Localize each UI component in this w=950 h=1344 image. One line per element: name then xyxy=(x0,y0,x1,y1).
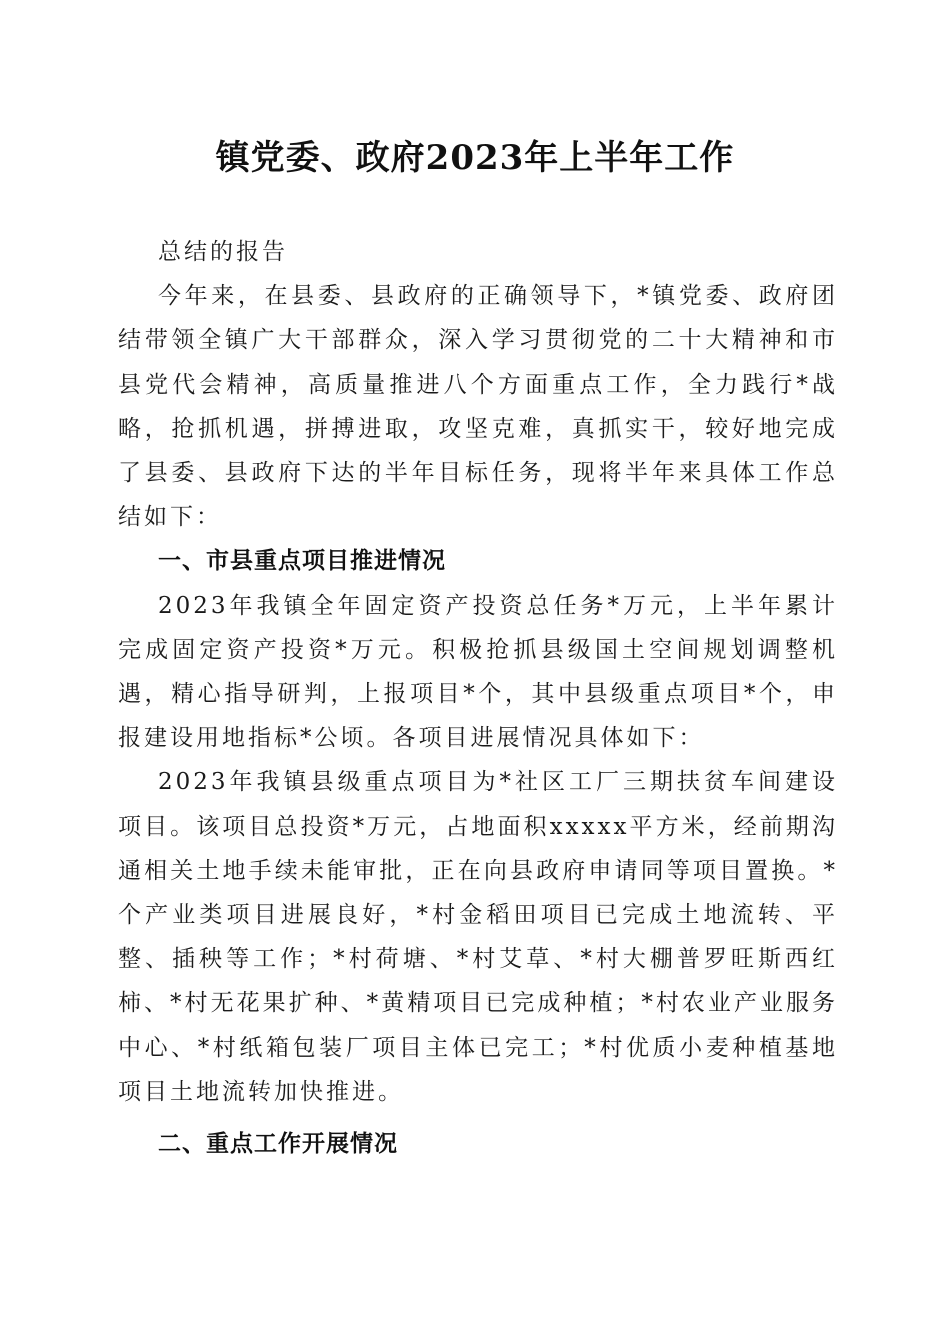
section-heading-1: 一、市县重点项目推进情况 xyxy=(158,548,446,575)
document-title: 镇党委、政府2023年上半年工作 xyxy=(215,138,735,178)
section-heading-2: 二、重点工作开展情况 xyxy=(158,1131,398,1158)
document-subtitle: 总结的报告 xyxy=(158,239,288,265)
section-1-paragraph-1: 2023年我镇全年固定资产投资总任务*万元，上半年累计完成固定资产投资*万元。积极抢抓县级国土空间规划调整机遇，精心指导研判，上报项目*个，其中县级重点项目*个，申报建设用地指标*公顷。各项目进展情况具体如下： xyxy=(118,592,838,752)
intro-paragraph: 今年来，在县委、县政府的正确领导下，*镇党委、政府团结带领全镇广大干部群众，深入学习贯彻党的二十大精神和市县党代会精神，高质量推进八个方面重点工作，全力践行*战略，抢抓机遇，拼搏进取，攻坚克难，真抓实干，较好地完成了县委、县政府下达的半年目标任务，现将半年来具体工作总结如下： xyxy=(118,283,838,531)
document-body xyxy=(118,230,838,1166)
section-1-paragraph-2: 2023年我镇县级重点项目为*社区工厂三期扶贫车间建设项目。该项目总投资*万元，占地面积xxxxx平方米，经前期沟通相关土地手续未能审批，正在向县政府申请同等项目置换。*个产业类项目进展良好，*村金稻田项目已完成土地流转、平整、插秧等工作；*村荷塘、*村艾草、*村大棚普罗旺斯西红柿、*村无花果扩种、*黄精项目已完成种植；*村农业产业服务中心、*村纸箱包装厂项目主体已完工；*村优质小麦种植基地项目土地流转加快推进。 xyxy=(118,769,838,1105)
